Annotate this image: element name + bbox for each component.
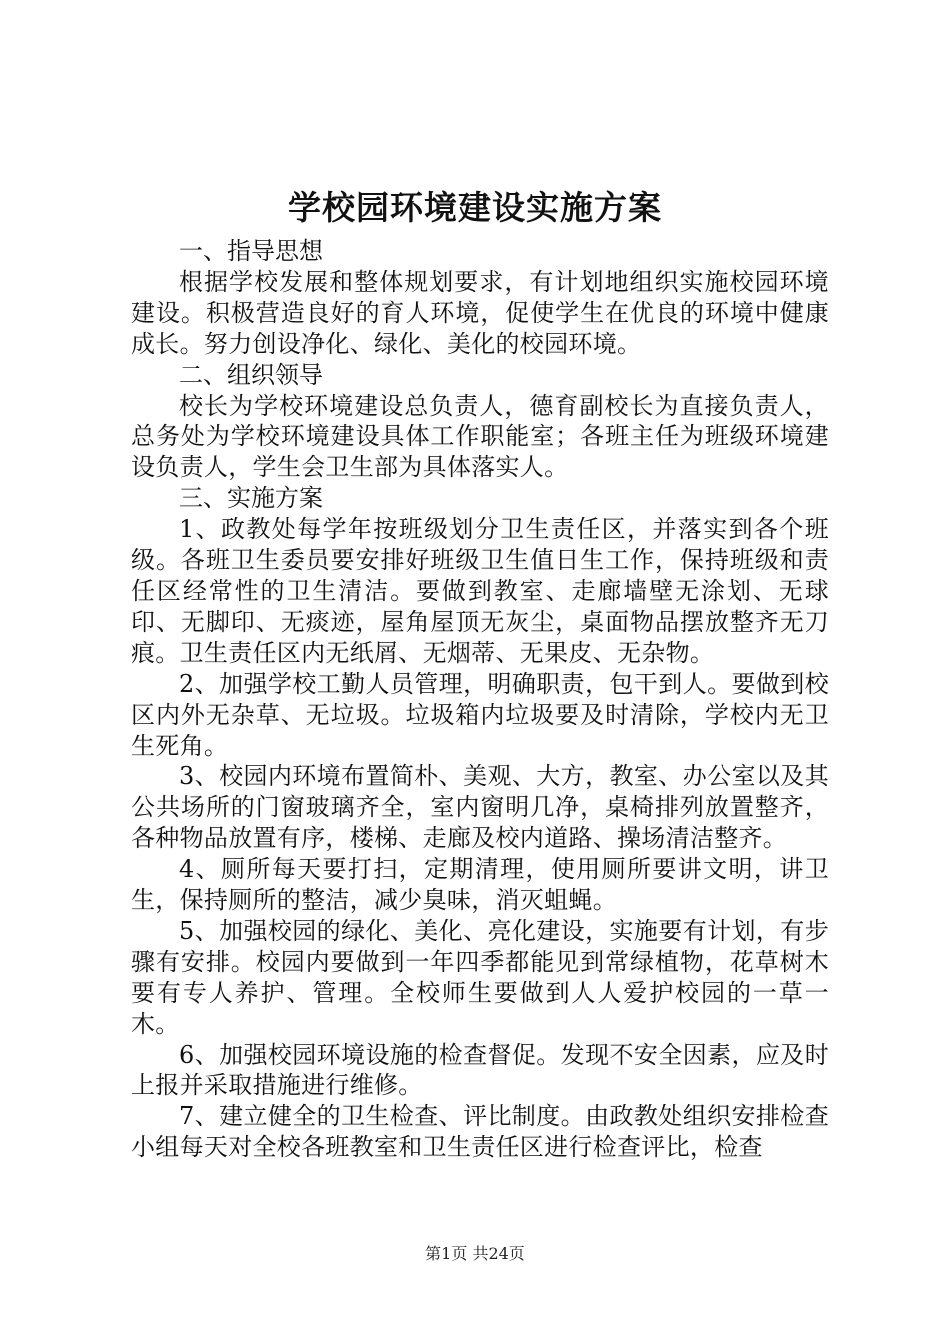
paragraph-item-4: 4、厕所每天要打扫，定期清理，使用厕所要讲文明，讲卫生，保持厕所的整洁，减少臭味，消灭蛆蝇。 xyxy=(131,855,829,915)
paragraph-item-6: 6、加强校园环境设施的检查督促。发现不安全因素，应及时上报并采取措施进行维修。 xyxy=(131,1040,829,1100)
document-title: 学校园环境建设实施方案 xyxy=(288,188,662,227)
paragraph-item-3: 3、校园内环境布置简朴、美观、大方，教室、办公室以及其公共场所的门窗玻璃齐全，室内窗明几净，桌椅排列放置整齐，各种物品放置有序，楼梯、走廊及校内道路、操场清洁整齐。 xyxy=(131,762,829,853)
paragraph-item-5: 5、加强校园的绿化、美化、亮化建设，实施要有计划，有步骤有安排。校园内要做到一年四季都能见到常绿植物，花草树木要有专人养护、管理。全校师生要做到人人爱护校园的一草一木。 xyxy=(131,916,829,1038)
paragraph-organization: 校长为学校环境建设总负责人，德育副校长为直接负责人，总务处为学校环境建设具体工作职能室；各班主任为班级环境建设负责人，学生会卫生部为具体落实人。 xyxy=(131,391,829,482)
document-body xyxy=(131,236,829,1163)
paragraph-item-2: 2、加强学校工勤人员管理，明确职责，包干到人。要做到校区内外无杂草、无垃圾。垃圾箱内垃圾要及时清除，学校内无卫生死角。 xyxy=(131,669,829,760)
section-heading-organization: 二、组织领导 xyxy=(179,360,323,389)
paragraph-item-1: 1、政教处每学年按班级划分卫生责任区，并落实到各个班级。各班卫生委员要安排好班级卫生值日生工作，保持班级和责任区经常性的卫生清洁。要做到教室、走廊墙壁无涂划、无球印、无脚印、无痰迹，屋角屋顶无灰尘，桌面物品摆放整齐无刀痕。卫生责任区内无纸屑、无烟蒂、无果皮、无杂物。 xyxy=(131,515,829,667)
section-heading-implementation: 三、实施方案 xyxy=(179,484,323,513)
paragraph-guiding-thought: 根据学校发展和整体规划要求，有计划地组织实施校园环境建设。积极营造良好的育人环境，促使学生在优良的环境中健康成长。努力创设净化、绿化、美化的校园环境。 xyxy=(131,267,829,358)
page-number-footer: 第1页 共24页 xyxy=(425,1244,525,1263)
paragraph-item-7: 7、建立健全的卫生检查、评比制度。由政教处组织安排检查小组每天对全校各班教室和卫生责任区进行检查评比，检查 xyxy=(131,1102,829,1162)
section-heading-guiding-thought: 一、指导思想 xyxy=(179,237,323,265)
